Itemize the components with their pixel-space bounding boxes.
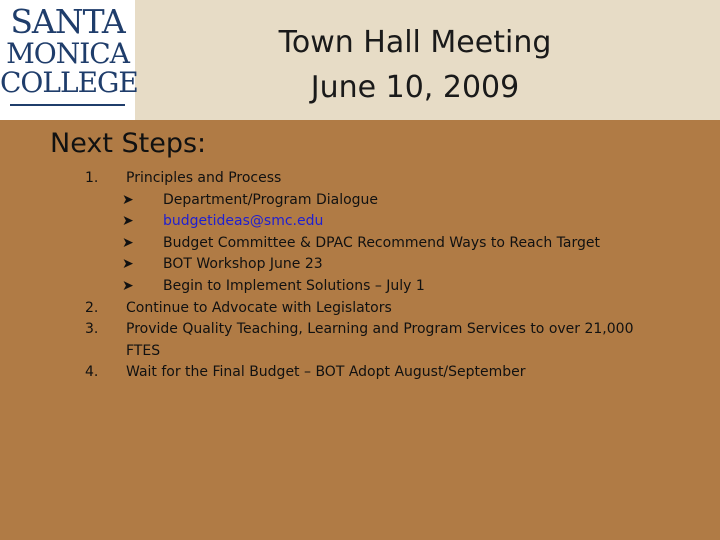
item-text: FTES bbox=[126, 342, 161, 359]
item-number: 2. bbox=[85, 299, 99, 316]
item-number: 1. bbox=[85, 170, 99, 186]
logo-text-college: COLLEGE bbox=[0, 66, 138, 99]
arrow-bullet-icon: ➤ bbox=[122, 213, 134, 230]
sub-item-text: Budget Committee & DPAC Recommend Ways to Reach Target bbox=[163, 234, 600, 251]
sub-item bbox=[0, 211, 720, 233]
logo-text-santa: SANTA bbox=[10, 2, 125, 41]
sub-item bbox=[0, 254, 720, 276]
title-line-2: June 10, 2009 bbox=[310, 70, 520, 105]
email-link[interactable]: budgetideas@smc.edu bbox=[163, 213, 324, 230]
sub-item bbox=[0, 276, 720, 298]
section-heading: Next Steps: bbox=[50, 128, 207, 159]
list-item bbox=[0, 362, 720, 384]
sub-item-text: BOT Workshop June 23 bbox=[163, 256, 323, 273]
sub-item-text: Begin to Implement Solutions – July 1 bbox=[163, 277, 425, 294]
arrow-bullet-icon: ➤ bbox=[122, 256, 134, 273]
sub-item bbox=[0, 233, 720, 255]
logo-text-monica: MONICA bbox=[6, 37, 129, 70]
arrow-bullet-icon: ➤ bbox=[122, 234, 134, 251]
arrow-bullet-icon: ➤ bbox=[122, 277, 134, 294]
item-text: Continue to Advocate with Legislators bbox=[126, 299, 392, 316]
title-line-1: Town Hall Meeting bbox=[278, 25, 552, 60]
list-item bbox=[0, 298, 720, 320]
item-text: Wait for the Final Budget – BOT Adopt August/September bbox=[126, 364, 526, 381]
logo-underline bbox=[10, 104, 125, 106]
college-logo bbox=[0, 0, 138, 120]
item-text: Principles and Process bbox=[126, 170, 282, 186]
sub-item bbox=[0, 190, 720, 212]
item-number: 4. bbox=[85, 364, 99, 381]
steps-list bbox=[0, 168, 720, 384]
list-item-continuation bbox=[0, 341, 720, 363]
list-item bbox=[0, 319, 720, 341]
sub-item-text: Department/Program Dialogue bbox=[163, 191, 379, 208]
item-number: 3. bbox=[85, 321, 99, 338]
slide-title bbox=[175, 20, 655, 110]
list-item bbox=[0, 168, 720, 190]
arrow-bullet-icon: ➤ bbox=[122, 191, 134, 208]
item-text: Provide Quality Teaching, Learning and Program Services to over 21,000 bbox=[126, 321, 634, 338]
